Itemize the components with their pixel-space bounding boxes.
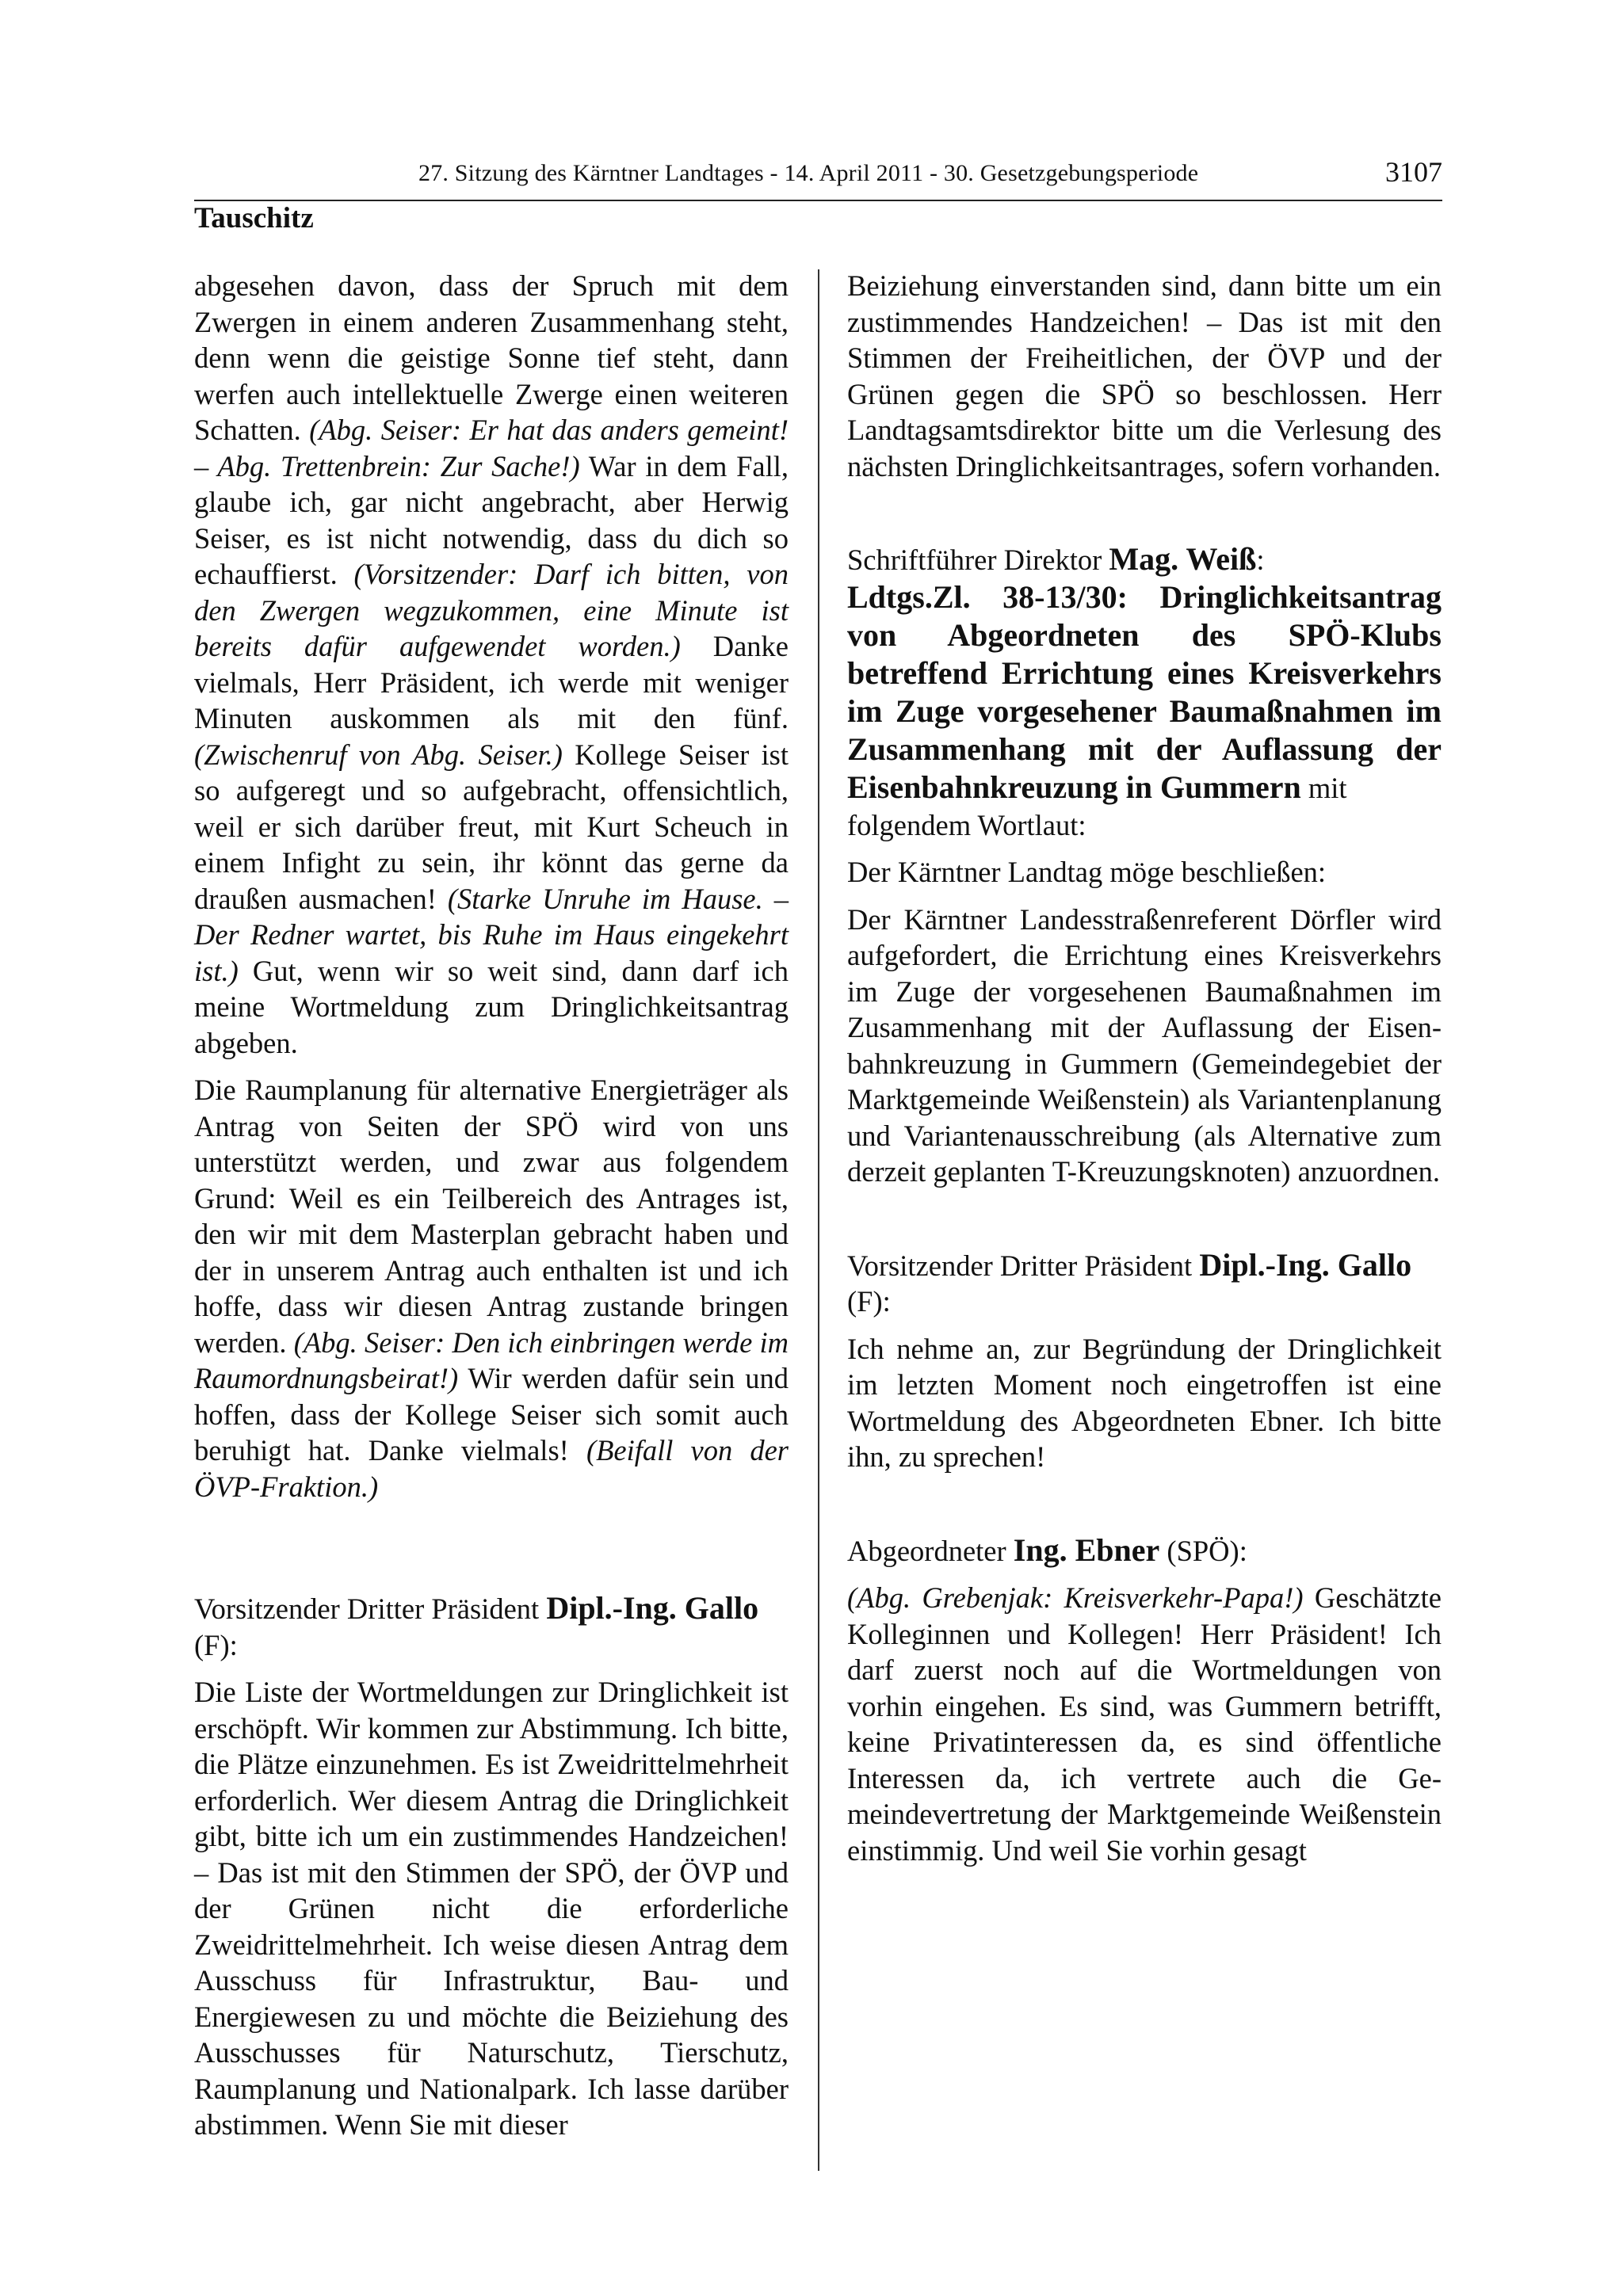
speaker-party: (F): bbox=[847, 1285, 891, 1318]
interjection: (Zwischenruf von Abg. Seiser.) bbox=[194, 738, 563, 771]
paragraph: Der Kärntner Landesstraßenreferent Dörfler wird aufgefordert, die Errichtung eines Kreisverkehrs im Zuge der vorgesehenen Baumaßnahmen im Zusammenhang mit der Auflassung der Eisenbahnkreuzung in Gummern (Gemeindegebiet der Marktgemeinde Weißenstein) als Variantenplanung und Variantenausschreibung (als Alternative zum derzeit geplanten T-Kreuzungsknoten) anzuordnen. bbox=[847, 902, 1442, 1188]
text: Wir werden dafür sein und hoffen, dass der Kollege Seiser sich somit auch beruhigt hat. Danke vielmals! bbox=[194, 1362, 789, 1466]
page-header bbox=[194, 155, 1442, 201]
paragraph: Die Liste der Wortmeldungen zur Dringlichkeit ist erschöpft. Wir kommen zur Abstimmung. Ich bitte, die Plätze einzunehmen. Es ist Zweidrittelmehrheit erforderlich. Wer diesem Antrag die Dringlichkeit gibt, bitte ich um ein zustimmendes Handzeichen! – Das ist mit den Stimmen der SPÖ, der ÖVP und der Grünen nicht die erforderliche Zweidrittelmehrheit. Ich weise diesen Antrag dem Ausschuss für Infrastruktur, Bau- und Energiewesen zu und möchte die Beiziehung des Ausschusses für Naturschutz, Tierschutz, Raumplanung und Nationalpark. Ich lasse darüber abstimmen. Wenn Sie mit dieser bbox=[194, 1676, 789, 2141]
text: Die Raumplanung für alternative Energieträger als Antrag von Seiten der SPÖ wird von uns unterstützt werden, und zwar aus folgendem Grund: Weil es ein Teilbereich des Antrages ist, den wir mit dem Masterplan gebracht haben und der in unserem Antrag auch enthalten ist und ich hoffe, dass wir diesen Antrag zustande bringen werden. bbox=[194, 1074, 789, 1359]
text: Gut, wenn wir so weit sind, dann darf ich meine Wortmeldung zum Dringlichkeitsantrag abgeben. bbox=[194, 954, 789, 1059]
paragraph: Beiziehung einverstanden sind, dann bitte um ein zustimmendes Handzeichen! – Das ist mit den Stimmen der Freiheitlichen, der ÖVP und der Grünen gegen die SPÖ so beschlossen. Herr Landtagsamtsdirektor bitte um die Verlesung des nächsten Dringlichkeitsantrages, sofern vorhanden. bbox=[847, 269, 1442, 482]
page-number: 3107 bbox=[1385, 156, 1442, 188]
speaker-role: Vorsitzender Dritter Präsident bbox=[194, 1592, 547, 1625]
motion-title-text: Ldtgs.Zl. 38-13/30: Dringlichkeitsantrag von Abgeordneten des SPÖ-Klubs betreffend Errichtung eines Kreisverkehrs im Zuge vorgesehener Baumaßnahmen im Zusammenhang mit der Auflassung der Eisenbahnkreuzung in Gummern bbox=[847, 578, 1442, 805]
text: War in dem Fall, glaube ich, gar nicht angebracht, aber Herwig Seiser, es ist nicht notwendig, dass du dich so echauffierst. bbox=[194, 449, 789, 590]
speaker-name: Dipl.-Ing. Gallo bbox=[1199, 1246, 1412, 1283]
text: abgesehen davon, dass der Spruch mit dem Zwergen in einem anderen Zusammenhang steht, denn wenn die geistige Sonne tief steht, dann werfen auch intellektuelle Zwerge einen weiteren Schatten. bbox=[194, 269, 789, 446]
speaker-party: (F): bbox=[194, 1628, 238, 1661]
interjection: (Starke Unruhe im Hause. – Der Redner wartet, bis Ruhe im Haus eingekehrt ist.) bbox=[194, 882, 789, 987]
text: Kollege Seiser ist so aufgeregt und so aufgebracht, offensichtlich, weil er sich darüber freut, mit Kurt Scheuch in einem Infight zu sein, ihr könnt das gerne da draußen ausmachen! bbox=[194, 738, 789, 915]
speaker-name: Ing. Ebner bbox=[1013, 1531, 1160, 1568]
speaker-heading bbox=[847, 1247, 1442, 1320]
paragraph: Ich nehme an, zur Begründung der Dringlichkeit im letzten Moment noch eingetroffen ist eine Wortmeldung des Abgeordneten Ebner. Ich bitte ihn, zu sprechen! bbox=[847, 1332, 1442, 1473]
speaker-role: Abgeordneter bbox=[847, 1534, 1014, 1567]
speaker-heading bbox=[847, 541, 1442, 578]
interjection: (Beifall von der ÖVP-Fraktion.) bbox=[194, 1434, 789, 1503]
motion-title bbox=[847, 578, 1442, 807]
right-column bbox=[847, 268, 1442, 1868]
paragraph bbox=[194, 1072, 789, 1505]
speaker-role: Vorsitzender Dritter Präsident bbox=[847, 1249, 1200, 1282]
speaker-name: Mag. Weiß bbox=[1109, 541, 1257, 577]
text: Geschätzte Kolleginnen und Kollegen! Herr Präsident! Ich darf zuerst noch auf die Wortmeldungen von vorhin eingehen. Es sind, was Gummern betrifft, keine Privatinteressen da, es sind öffentliche Interessen da, ich vertrete auch die Gemeindevertretung der Marktgemeinde Weißenstein einstimmig. Und weil Sie vorhin gesagt bbox=[847, 1581, 1442, 1867]
paragraph bbox=[194, 268, 789, 1061]
motion-wordlaut: folgendem Wortlaut: bbox=[847, 808, 1086, 841]
paragraph bbox=[847, 1580, 1442, 1868]
running-speaker-name: Tauschitz bbox=[194, 202, 314, 235]
speaker-party: (SPÖ): bbox=[1159, 1534, 1247, 1567]
interjection: (Vorsitzender: Darf ich bitten, von den Zwergen wegzukommen, eine Minute ist bereits dafür aufgewendet worden.) bbox=[194, 558, 789, 662]
left-column bbox=[194, 268, 789, 2143]
speaker-heading bbox=[194, 1590, 789, 1663]
column-divider bbox=[818, 269, 819, 2171]
speaker-role: Schriftführer Direktor bbox=[847, 543, 1109, 576]
speaker-heading bbox=[847, 1532, 1442, 1569]
interjection: (Abg. Seiser: Er hat das anders gemeint! – Abg. Trettenbrein: Zur Sache!) bbox=[194, 414, 789, 482]
session-title: 27. Sitzung des Kärntner Landtages - 14. April 2011 - 30. Gesetzgebungsperiode bbox=[418, 160, 1199, 186]
interjection: (Abg. Seiser: Den ich einbringen werde im Raumordnungsbeirat!) bbox=[194, 1325, 789, 1394]
interjection: (Abg. Grebenjak: Kreisverkehr-Papa!) bbox=[847, 1581, 1304, 1614]
motion-title-tail: mit bbox=[1300, 771, 1347, 804]
resolution-line: Der Kärntner Landtag möge beschließen: bbox=[847, 856, 1327, 888]
speaker-name: Dipl.-Ing. Gallo bbox=[546, 1590, 759, 1626]
colon: : bbox=[1256, 543, 1265, 576]
text: Danke vielmals, Herr Präsident, ich werde mit weniger Minuten auskommen als mit den fünf. bbox=[194, 630, 789, 734]
